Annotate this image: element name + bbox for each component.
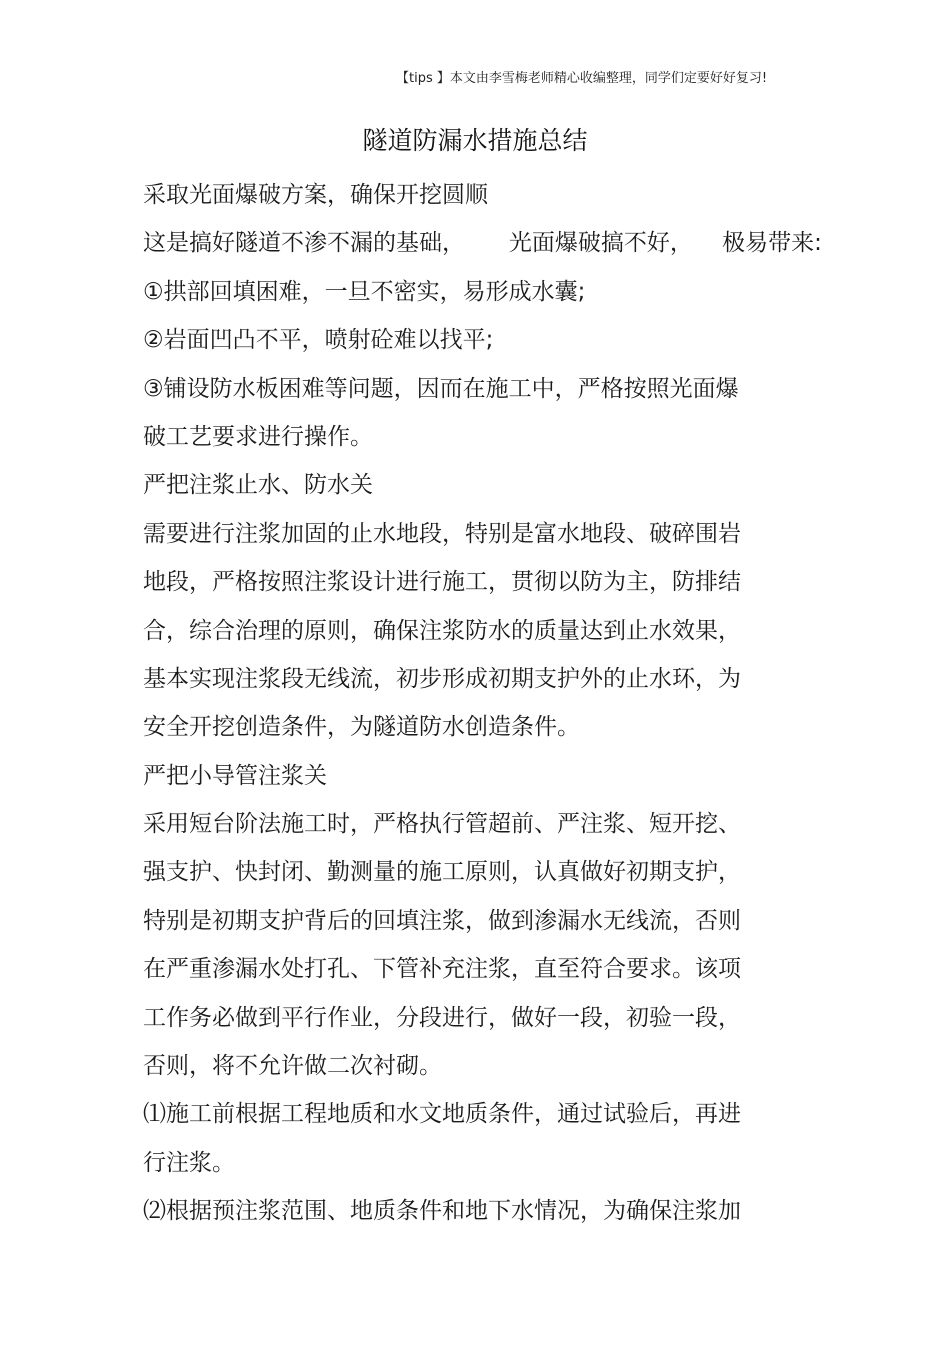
- text-line: 合，综合治理的原则，确保注浆防水的质量达到止水效果，: [143, 617, 741, 644]
- text-line: 采用短台阶法施工时，严格执行管超前、严注浆、短开挖、: [143, 811, 741, 838]
- text-line: 行注浆。: [143, 1149, 235, 1176]
- text-line: 采取光面爆破方案，确保开挖圆顺: [143, 182, 488, 208]
- header-note: 【tips 】本文由李雪梅老师精心收编整理，同学们定要好好复习!: [396, 71, 768, 86]
- text-line: 工作务必做到平行作业，分段进行，做好一段，初验一段，: [143, 1004, 741, 1031]
- text-line: 需要进行注浆加固的止水地段，特别是富水地段、破碎围岩: [143, 520, 741, 547]
- text-line: 严把小导管注浆关: [143, 762, 327, 789]
- text-line: ⑵根据预注浆范围、地质条件和地下水情况，为确保注浆加: [143, 1198, 741, 1225]
- body-text: [143, 175, 822, 1240]
- text-line: 基本实现注浆段无线流，初步形成初期支护外的止水环，为: [143, 665, 741, 692]
- text-line: 在严重渗漏水处打孔、下管补充注浆，直至符合要求。该项: [143, 956, 741, 983]
- text-line: ⑴施工前根据工程地质和水文地质条件，通过试验后，再进: [143, 1101, 741, 1128]
- text-line: 特别是初期支护背后的回填注浆，做到渗漏水无线流，否则: [143, 907, 741, 934]
- text-line: 强支护、快封闭、勤测量的施工原则，认真做好初期支护，: [143, 859, 741, 886]
- text-line: 否则，将不允许做二次衬砌。: [143, 1053, 442, 1080]
- document-title: 隧道防漏水措施总结: [362, 126, 588, 155]
- text-line: 地段，严格按照注浆设计进行施工，贯彻以防为主，防排结: [143, 569, 741, 596]
- text-line: 这是搞好隧道不渗不漏的基础， 光面爆破搞不好， 极易带来:: [143, 230, 822, 257]
- text-line: ①拱部回填困难，一旦不密实，易形成水囊;: [143, 278, 586, 305]
- text-line: ②岩面凹凸不平，喷射砼难以找平;: [143, 327, 494, 354]
- text-line: 严把注浆止水、防水关: [143, 472, 373, 499]
- text-line: 安全开挖创造条件，为隧道防水创造条件。: [143, 714, 580, 741]
- text-line: 破工艺要求进行操作。: [143, 423, 373, 450]
- text-line: ③铺设防水板困难等问题，因而在施工中，严格按照光面爆: [143, 375, 739, 402]
